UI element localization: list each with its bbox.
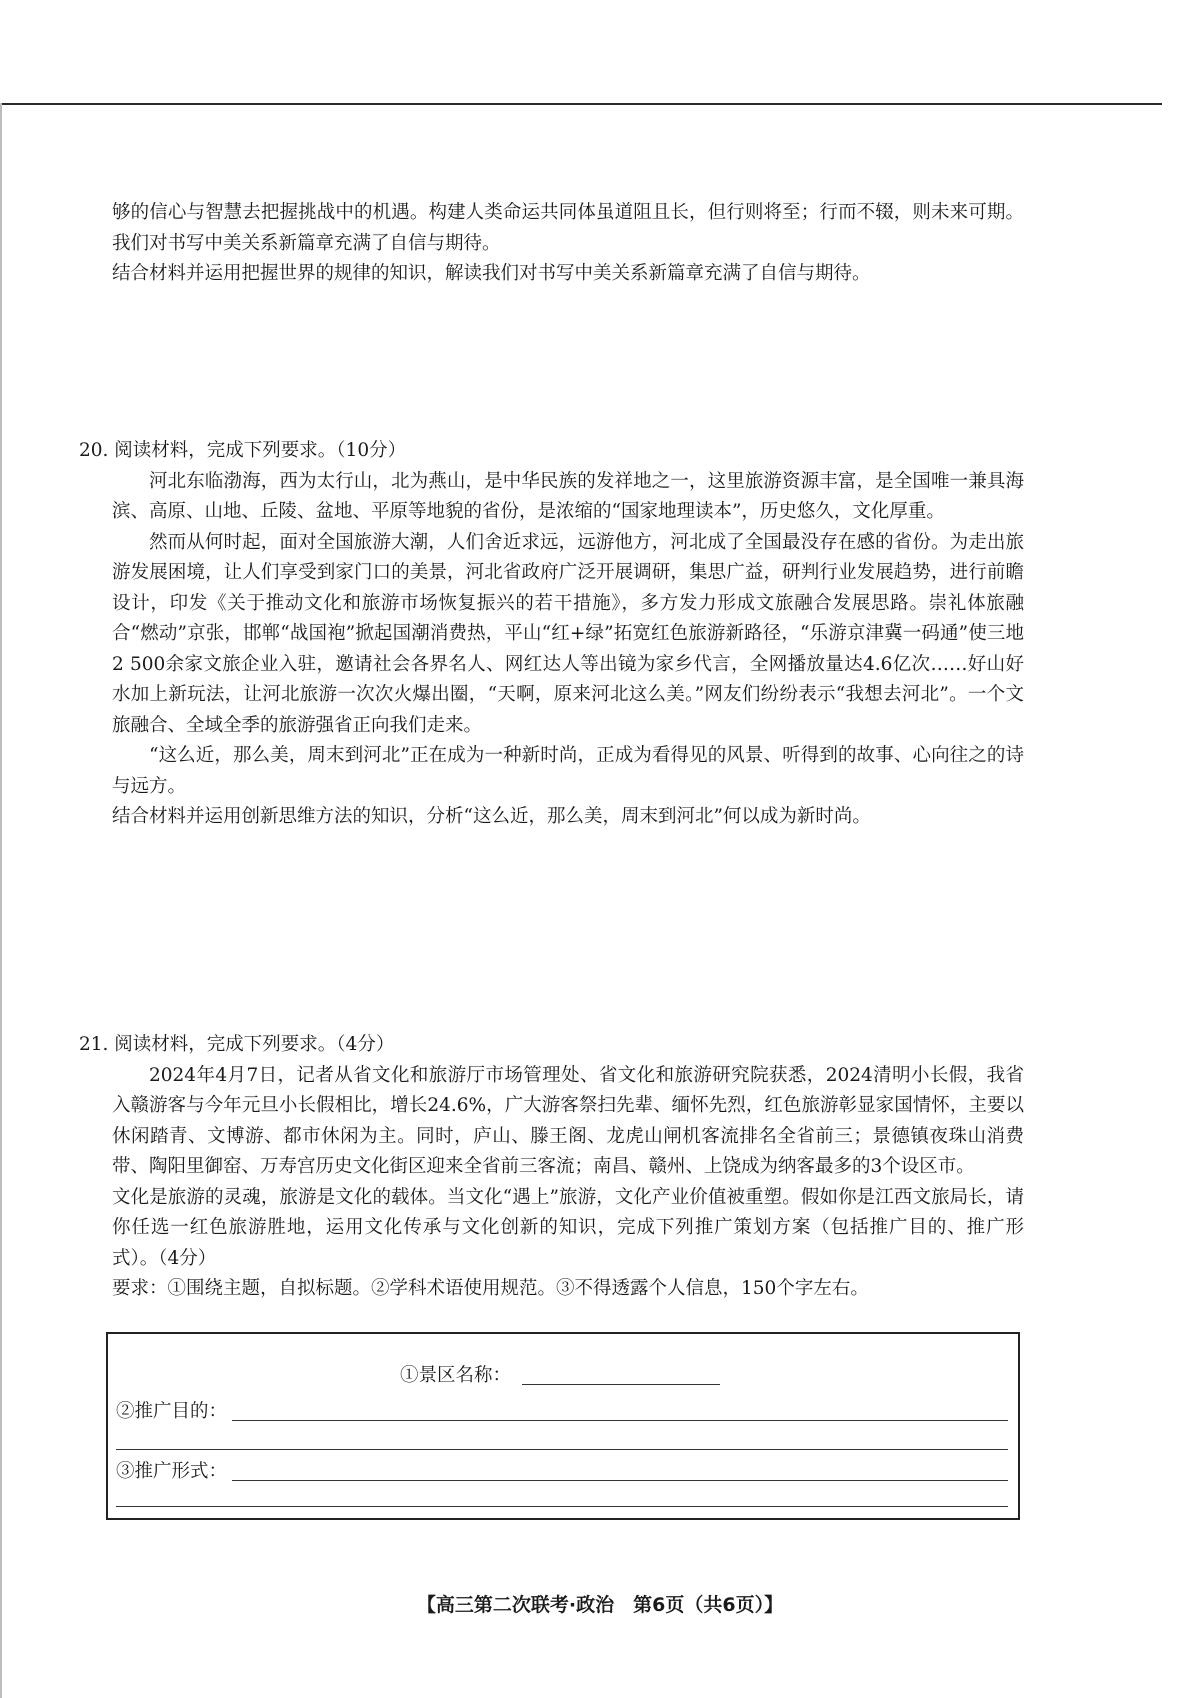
answer-form-box — [106, 1332, 1020, 1520]
form-blank-line-2[interactable] — [116, 1506, 1008, 1507]
promotion-form-label: ③推广形式： — [116, 1461, 228, 1482]
page-top-border — [0, 103, 1162, 105]
q20-paragraph-3: “这么近，那么美，周末到河北”正在成为一种新时尚，正成为看得见的风景、听得到的故事、心向往之的诗与远方。 — [112, 745, 1024, 797]
q21-requirements: 要求：①围绕主题，自拟标题。②学科术语使用规范。③不得透露个人信息，150个字左右。 — [112, 1278, 869, 1299]
q20-paragraph-1: 河北东临渤海，西为太行山，北为燕山，是中华民族的发祥地之一，这里旅游资源丰富，是全国唯一兼具海滨、高原、山地、丘陵、盆地、平原等地貌的省份，是浓缩的“国家地理读本”，历史悠久，文化厚重。 — [112, 470, 1024, 522]
q21-paragraph-1: 2024年4月7日，记者从省文化和旅游厅市场管理处、省文化和旅游研究院获悉，2024清明小长假，我省入赣游客与今年元旦小长假相比，增长24.6%，广大游客祭扫先辈、缅怀先烈，红色旅游彰显家国情怀，主要以休闲踏青、文博游、都市休闲为主。同时，庐山、滕王阁、龙虎山闸机客流排名全省前三；景德镇夜珠山消费带、陶阳里御窑、万寿宫历史文化街区迎来全省前三客流；南昌、赣州、上饶成为纳客最多的3个设区市。 — [112, 1064, 1024, 1177]
q21-title: 21. 阅读材料，完成下列要求。（4分） — [79, 1034, 395, 1055]
purpose-blank-line-2[interactable] — [116, 1449, 1008, 1450]
q21-material — [79, 1061, 1024, 1305]
scenic-name-blank[interactable] — [522, 1384, 720, 1385]
scenic-name-label: ①景区名称： — [400, 1365, 512, 1386]
page-footer: 【高三第二次联考·政治 第6页（共6页）】 — [416, 1594, 784, 1616]
question-21 — [79, 1030, 1024, 1305]
q21-question: 文化是旅游的灵魂，旅游是文化的载体。当文化“遇上”旅游，文化产业价值被重塑。假如你是江西文旅局长，请你任选一红色旅游胜地，运用文化传承与文化创新的知识，完成下列推广策划方案（包括推广目的、推广形式）。（4分） — [112, 1186, 1024, 1269]
q20-title: 20. 阅读材料，完成下列要求。（10分） — [79, 440, 407, 461]
form-blank-line-1[interactable] — [232, 1480, 1008, 1481]
q19-question: 结合材料并运用把握世界的规律的知识，解读我们对书写中美关系新篇章充满了自信与期待。 — [112, 263, 871, 284]
question-20 — [79, 436, 1024, 833]
q20-question: 结合材料并运用创新思维方法的知识，分析“这么近，那么美，周末到河北”何以成为新时尚。 — [112, 806, 871, 827]
purpose-blank-line-1[interactable] — [232, 1420, 1008, 1421]
q19-continuation — [112, 198, 1024, 290]
q19-material-tail: 够的信心与智慧去把握挑战中的机遇。构建人类命运共同体虽道阻且长，但行则将至；行而不辍，则未来可期。我们对书写中美关系新篇章充满了自信与期待。 — [112, 202, 1024, 254]
purpose-label: ②推广目的： — [116, 1401, 228, 1422]
q20-material — [79, 467, 1024, 833]
q20-paragraph-2: 然而从何时起，面对全国旅游大潮，人们舍近求远，远游他方，河北成了全国最没存在感的省份。为走出旅游发展困境，让人们享受到家门口的美景，河北省政府广泛开展调研，集思广益，研判行业发展趋势，进行前瞻设计，印发《关于推动文化和旅游市场恢复振兴的若干措施》，多方发力形成文旅融合发展思路。崇礼体旅融合“燃动”京张，邯郸“战国袍”掀起国潮消费热，平山“红+绿”拓宽红色旅游新路径，“乐游京津冀一码通”使三地2 500余家文旅企业入驻，邀请社会各界名人、网红达人等出镜为家乡代言，全网播放量达4.6亿次……好山好水加上新玩法，让河北旅游一次次火爆出圈，“天啊，原来河北这么美。”网友们纷纷表示“我想去河北”。一个文旅融合、全域全季的旅游强省正向我们走来。 — [112, 531, 1024, 736]
page-left-edge — [0, 103, 2, 1698]
